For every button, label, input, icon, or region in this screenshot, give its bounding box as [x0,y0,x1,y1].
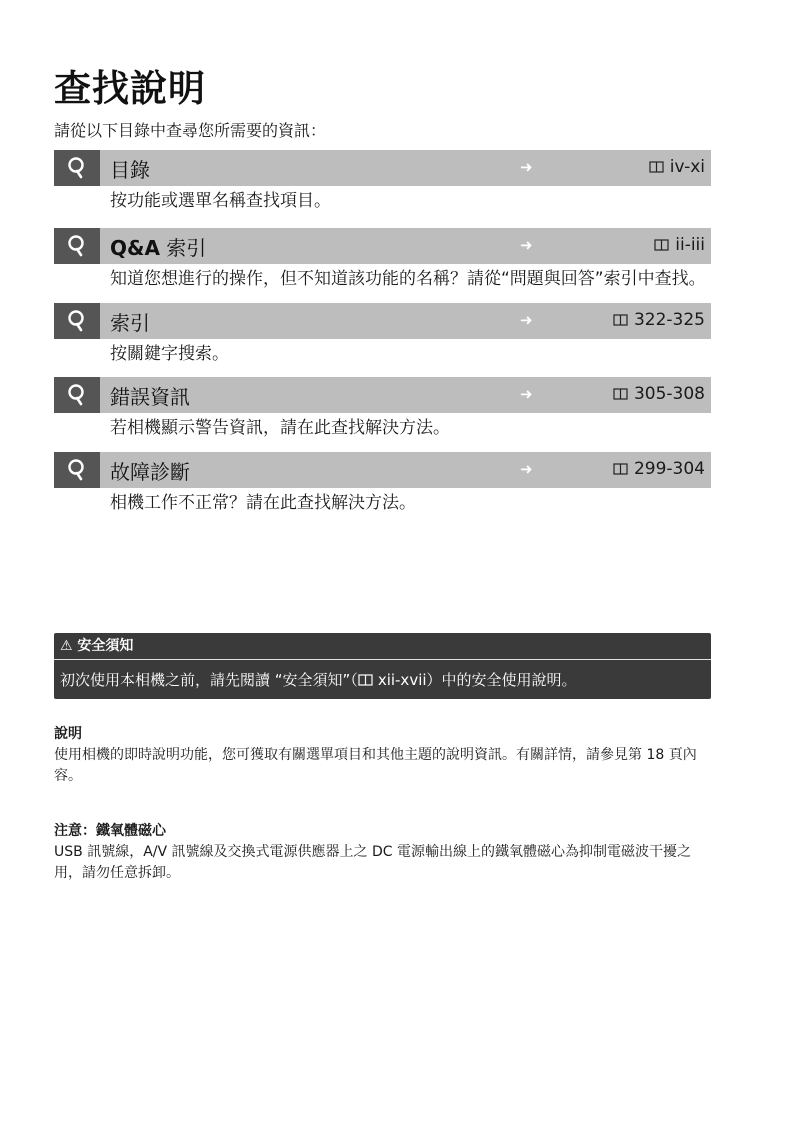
arrow-right-icon: ➜ [520,460,533,478]
book-icon [613,463,628,475]
ferrite-note-heading: 注意：鐵氧體磁心 [54,823,166,839]
entry-contents[interactable] [54,150,711,224]
arrow-right-icon: ➜ [520,236,533,254]
entry-bar[interactable] [54,228,711,264]
entry-description: 知道您想進行的操作，但不知道該功能的名稱？請從“問題與回答”索引中查找。 [110,269,706,289]
entry-index[interactable] [54,303,711,377]
entry-bar[interactable] [54,303,711,339]
safety-page-reference[interactable]: xii-xvii [377,671,427,689]
safety-notice-box [54,633,711,699]
search-icon [54,150,100,186]
book-icon [649,161,664,173]
page-reference[interactable]: 305-308 [613,384,705,404]
page-reference[interactable]: ii-iii [654,235,705,255]
entry-description: 相機工作不正常？請在此查找解決方法。 [110,493,416,513]
entry-troubleshooting[interactable] [54,452,711,516]
search-icon [54,377,100,413]
book-icon [358,674,373,686]
arrow-right-icon: ➜ [520,385,533,403]
help-note [54,724,714,787]
intro-text: 請從以下目錄中查尋您所需要的資訊： [54,121,327,140]
entry-description: 若相機顯示警告資訊，請在此查找解決方法。 [110,418,450,438]
entry-bar[interactable] [54,377,711,413]
entry-description: 按功能或選單名稱查找項目。 [110,191,331,211]
entry-description: 按關鍵字搜索。 [110,344,229,364]
ferrite-note-text: USB 訊號線，A/V 訊號線及交換式電源供應器上之 DC 電源輸出線上的鐵氧體磁心為抑制電磁波干擾之用，請勿任意拆卸。 [54,844,691,881]
safety-text: 初次使用本相機之前，請先閱讀 “安全須知”（ xii-xvii）中的安全使用說明。 [60,671,577,689]
book-icon [654,239,669,251]
page-reference[interactable]: 299-304 [613,459,705,479]
arrow-right-icon: ➜ [520,158,533,176]
search-icon [54,452,100,488]
entry-title: 故障診斷 [110,459,190,484]
entry-bar[interactable] [54,150,711,186]
page-reference[interactable]: 322-325 [613,310,705,330]
search-icon [54,228,100,264]
entry-qa-index[interactable] [54,228,711,303]
entry-error-messages[interactable] [54,377,711,452]
book-icon [613,388,628,400]
help-note-text: 使用相機的即時說明功能，您可獲取有關選單項目和其他主題的說明資訊。有關詳情，請參見第 18 頁內容。 [54,747,697,784]
entry-title: 錯誤資訊 [110,384,190,409]
help-note-heading: 說明 [54,726,82,742]
ferrite-note [54,821,714,884]
safety-heading: ⚠ 安全須知 [54,633,711,660]
entry-bar[interactable] [54,452,711,488]
entry-list [54,150,711,516]
search-icon [54,303,100,339]
page-reference[interactable]: iv-xi [649,157,705,177]
entry-title: Q&A 索引 [110,235,207,260]
book-icon [613,314,628,326]
arrow-right-icon: ➜ [520,311,533,329]
entry-title: 目錄 [110,157,150,182]
page-title: 查找說明 [54,67,206,110]
entry-title: 索引 [110,310,150,335]
